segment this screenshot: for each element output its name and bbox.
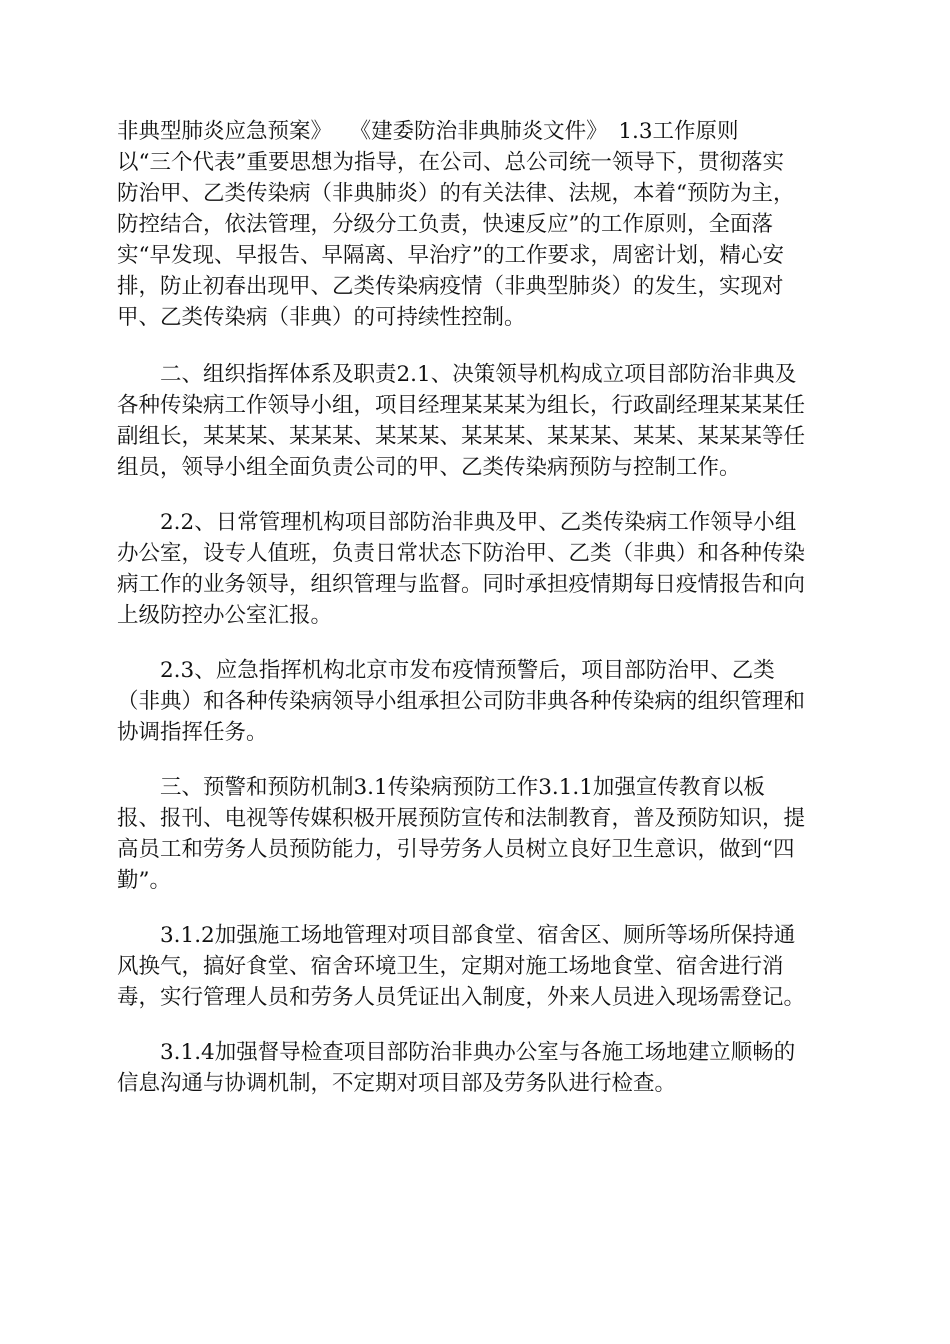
text-line: 协调指挥任务。 — [117, 720, 268, 745]
paragraph-inspection — [117, 1037, 837, 1099]
text-line: 二、组织指挥体系及职责2.1、决策领导机构成立项目部防治非典及 — [117, 362, 797, 387]
document-page — [117, 116, 837, 1123]
text-line: 信息沟通与协调机制，不定期对项目部及劳务队进行检查。 — [117, 1071, 677, 1096]
paragraph-prevention-mechanism — [117, 772, 837, 896]
text-line: 勤”。 — [117, 868, 171, 893]
text-line: 风换气，搞好食堂、宿舍环境卫生，定期对施工场地食堂、宿舍进行消 — [117, 954, 784, 979]
text-line: 非典型肺炎应急预案》 《建委防治非典肺炎文件》 1.3工作原则 — [117, 119, 739, 144]
text-line: 3.1.4加强督导检查项目部防治非典办公室与各施工场地建立顺畅的 — [117, 1040, 796, 1065]
paragraph-site-management — [117, 920, 837, 1013]
text-line: 办公室，设专人值班，负责日常状态下防治甲、乙类（非典）和各种传染 — [117, 541, 806, 566]
text-line: 组员，领导小组全面负责公司的甲、乙类传染病预防与控制工作。 — [117, 455, 741, 480]
text-line: 实“早发现、早报告、早隔离、早治疗”的工作要求，周密计划，精心安 — [117, 243, 784, 268]
text-line: 高员工和劳务人员预防能力，引导劳务人员树立良好卫生意识，做到“四 — [117, 837, 795, 862]
text-line: 以“三个代表”重要思想为指导，在公司、总公司统一领导下，贯彻落实 — [117, 150, 784, 175]
text-line: 防治甲、乙类传染病（非典肺炎）的有关法律、法规，本着“预防为主， — [117, 181, 795, 206]
paragraph-emergency-command — [117, 655, 837, 748]
paragraph-daily-management — [117, 507, 837, 631]
text-line: 2.3、应急指挥机构北京市发布疫情预警后，项目部防治甲、乙类 — [117, 658, 775, 683]
text-line: 副组长，某某某、某某某、某某某、某某某、某某某、某某、某某某等任 — [117, 424, 806, 449]
text-line: 毒，实行管理人员和劳务人员凭证出入制度，外来人员进入现场需登记。 — [117, 985, 806, 1010]
text-line: （非典）和各种传染病领导小组承担公司防非典各种传染病的组织管理和 — [117, 689, 806, 714]
text-line: 3.1.2加强施工场地管理对项目部食堂、宿舍区、厕所等场所保持通 — [117, 923, 796, 948]
text-line: 报、报刊、电视等传媒积极开展预防宣传和法制教育，普及预防知识，提 — [117, 806, 806, 831]
text-line: 病工作的业务领导，组织管理与监督。同时承担疫情期每日疫情报告和向 — [117, 572, 806, 597]
paragraph-work-principles — [117, 116, 837, 333]
text-line: 防控结合，依法管理，分级分工负责，快速反应”的工作原则，全面落 — [117, 212, 773, 237]
text-line: 排，防止初春出现甲、乙类传染病疫情（非典型肺炎）的发生，实现对 — [117, 274, 784, 299]
text-line: 2.2、日常管理机构项目部防治非典及甲、乙类传染病工作领导小组 — [117, 510, 797, 535]
text-line: 各种传染病工作领导小组，项目经理某某某为组长，行政副经理某某某任 — [117, 393, 806, 418]
text-line: 三、预警和预防机制3.1传染病预防工作3.1.1加强宣传教育以板 — [117, 775, 765, 800]
text-line: 上级防控办公室汇报。 — [117, 603, 333, 628]
paragraph-command-system — [117, 359, 837, 483]
text-line: 甲、乙类传染病（非典）的可持续性控制。 — [117, 305, 526, 330]
